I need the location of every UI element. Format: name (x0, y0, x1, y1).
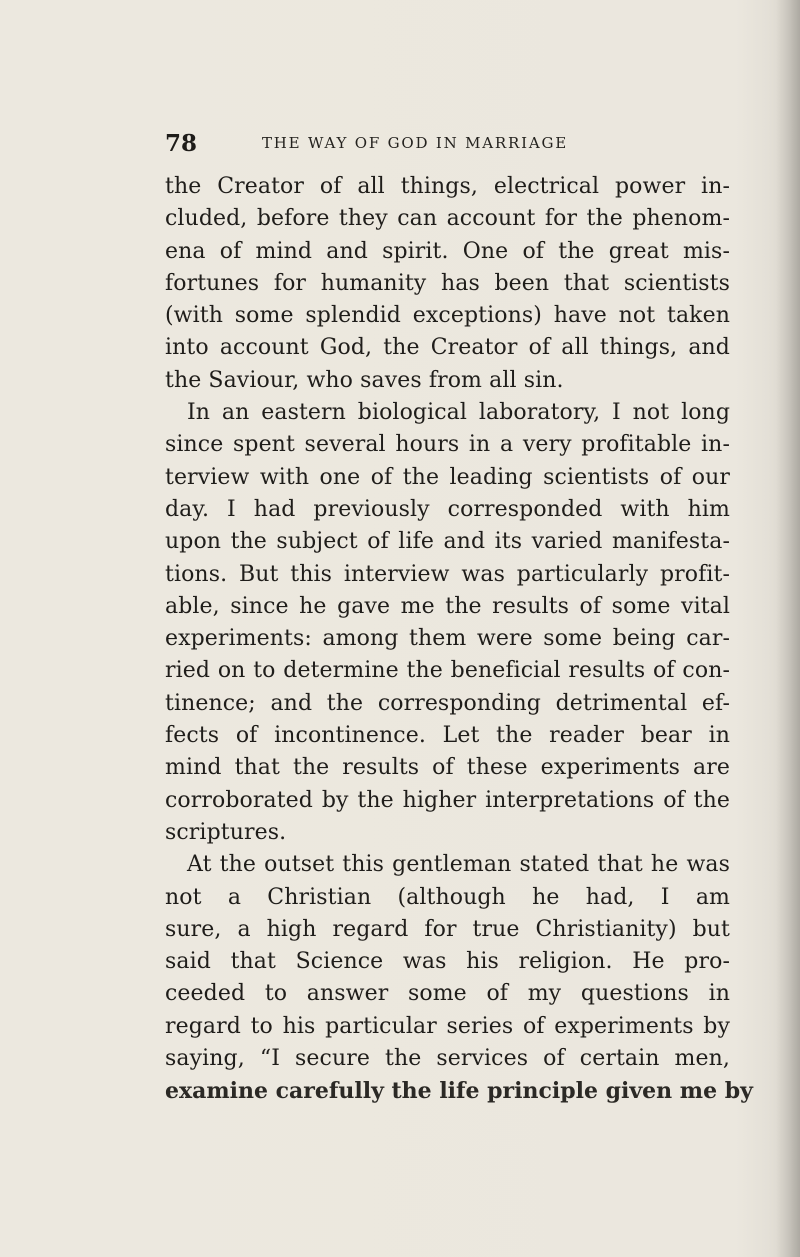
text-line: (with some splendid exceptions) have not taken (165, 303, 730, 329)
text-line: fects of incontinence. Let the reader bear in (165, 723, 730, 749)
text-line: the Saviour, who saves from all sin. (165, 367, 564, 393)
running-head (165, 130, 725, 160)
text-line: regard to his particular series of experiments by (165, 1013, 730, 1039)
page-number: 78 (165, 130, 198, 157)
running-title: THE WAY OF GOD IN MARRIAGE (262, 134, 569, 152)
text-line: terview with one of the leading scientists of our (165, 464, 730, 490)
body-text (165, 171, 753, 1108)
text-line: said that Science was his religion. He pro- (165, 949, 730, 975)
text-line: since spent several hours in a very profitable in- (165, 432, 730, 458)
text-line: mind that the results of these experiments are (165, 755, 730, 781)
text-line: ried on to determine the beneficial results of con- (165, 658, 730, 684)
text-line: cluded, before they can account for the phenom- (165, 206, 730, 232)
text-line: examine carefully the life principle given me by (165, 1078, 753, 1105)
text-line: scriptures. (165, 819, 287, 845)
page-edge-shadow (776, 0, 800, 1257)
text-line: saying, “I secure the services of certain men, (165, 1046, 730, 1072)
text-line: tions. But this interview was particularly profit- (165, 561, 730, 587)
text-line: At the outset this gentleman stated that he was (187, 852, 730, 878)
text-line: fortunes for humanity has been that scientists (165, 270, 730, 296)
text-line: ceeded to answer some of my questions in (165, 981, 730, 1007)
text-line: sure, a high regard for true Christianity) but (165, 916, 730, 942)
text-line: ena of mind and spirit. One of the great mis- (165, 238, 730, 264)
text-line: not a Christian (although he had, I am (165, 884, 730, 910)
text-line: experiments: among them were some being car- (165, 626, 730, 652)
text-line: In an eastern biological laboratory, I not long (187, 400, 730, 426)
text-line: upon the subject of life and its varied manifesta- (165, 529, 730, 555)
text-line: into account God, the Creator of all things, and (165, 335, 730, 361)
text-line: day. I had previously corresponded with him (165, 496, 730, 522)
text-line: the Creator of all things, electrical power in- (165, 174, 730, 199)
text-line: able, since he gave me the results of some vital (165, 593, 730, 619)
text-line: corroborated by the higher interpretations of the (165, 787, 730, 813)
text-line: tinence; and the corresponding detrimental ef- (165, 690, 730, 716)
